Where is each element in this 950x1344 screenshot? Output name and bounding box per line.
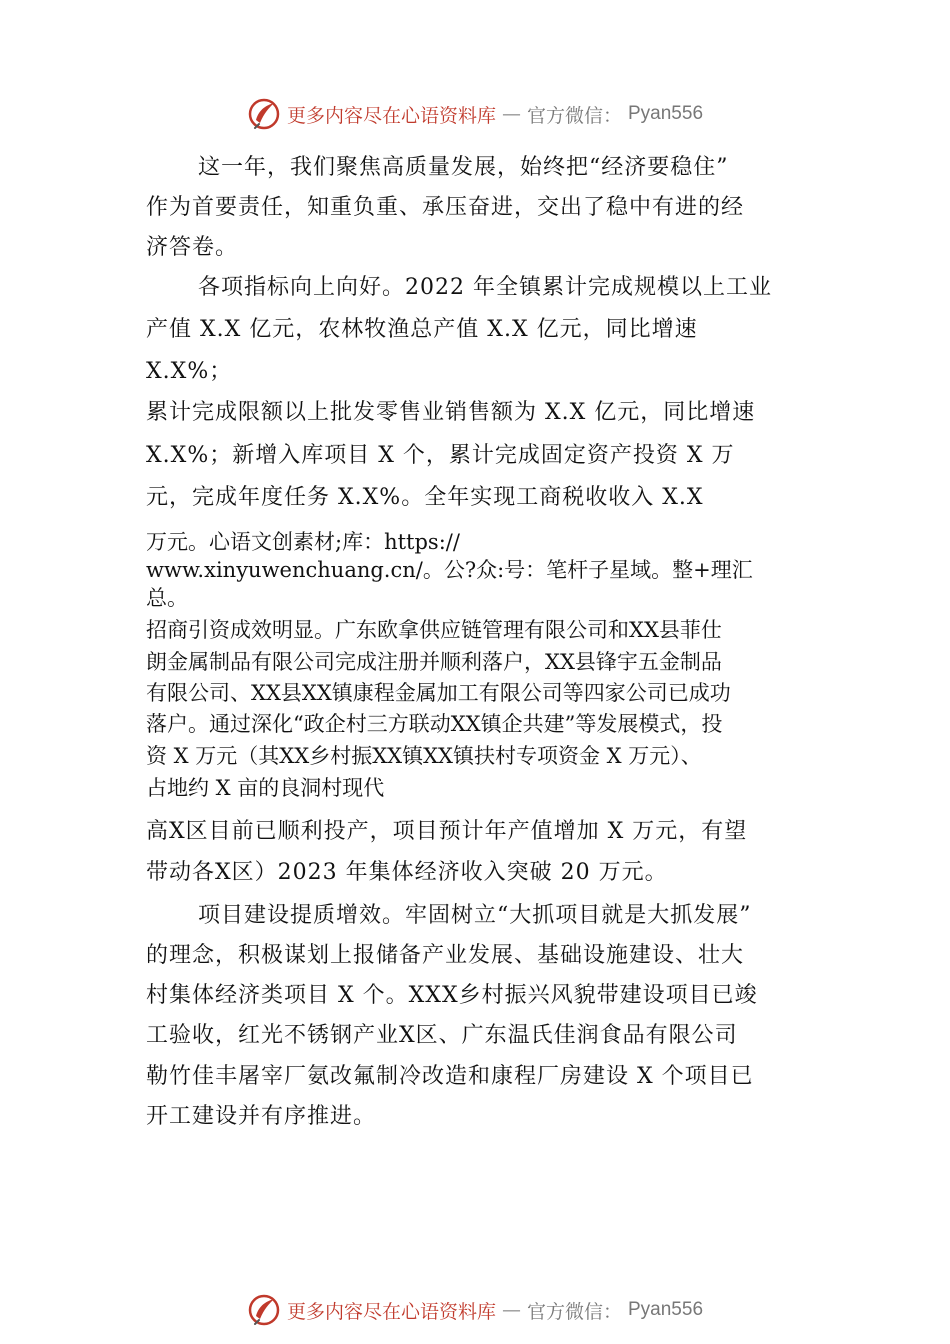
text-line: 高X区目前已顺利投产，项目预计年产值增加 X 万元，有望 [146,819,748,844]
text-line: 有限公司、XX县XX镇康程金属加工有限公司等四家公司已成功 [146,681,731,705]
header-banner [0,94,950,134]
text-line: 作为首要责任，知重负重、承压奋进，交出了稳中有进的经 [146,195,745,220]
banner-wechat-id: Pyan556 [628,1299,704,1320]
footer-banner [0,1290,950,1330]
text-line: 产值 X.X 亿元，农林牧渔总产值 X.X 亿元，同比增速 [146,317,698,342]
text-line: 累计完成限额以上批发零售业销售额为 X.X 亿元，同比增速 [146,400,756,425]
banner-main-text: 更多内容尽在心语资料库 [286,1300,496,1323]
brand-logo-icon [247,1293,281,1327]
text-line: 项目建设提质增效。牢固树立“大抓项目就是大抓发展” [198,903,752,928]
text-line: 万元。心语文创素材;库：https:// [146,530,460,554]
text-line: X.X%； [146,359,233,384]
text-line: 村集体经济类项目 X 个。XXX乡村振兴风貌带建设项目已竣 [146,983,758,1008]
text-line: 招商引资成效明显。广东欧拿供应链管理有限公司和XX县菲仕 [146,618,722,642]
banner-dash: — [501,1299,521,1321]
banner-dash: — [501,103,521,125]
text-line: 占地约 X 亩的良洞村现代 [146,776,385,800]
banner-wechat-id: Pyan556 [628,103,704,124]
text-line: www.xinyuwenchuang.cn/。公?众:号：笔杆子星域。整+理汇 [146,558,753,582]
text-line: 总。 [146,586,188,610]
brand-logo-icon [247,97,281,131]
banner-label: 官方微信： [526,104,622,127]
text-line: 济答卷。 [146,235,239,260]
text-line: 带动各X区）2023 年集体经济收入突破 20 万元。 [146,860,668,885]
text-line: 勒竹佳丰屠宰厂氨改氟制冷改造和康程厂房建设 X 个项目已 [146,1064,754,1089]
banner-label: 官方微信： [526,1300,622,1323]
text-line: 元，完成年度任务 X.X%。全年实现工商税收收入 X.X [146,485,704,510]
text-line: 资 X 万元（其XX乡村振XX镇XX镇扶村专项资金 X 万元）、 [146,744,702,768]
text-line: 朗金属制品有限公司完成注册并顺利落户，XX县锋宇五金制品 [146,650,722,674]
text-line: X.X%；新增入库项目 X 个，累计完成固定资产投资 X 万 [146,443,735,468]
text-line: 这一年，我们聚焦高质量发展，始终把“经济要稳住” [198,155,729,180]
text-line: 的理念，积极谋划上报储备产业发展、基础设施建设、壮大 [146,943,745,968]
text-line: 开工建设并有序推进。 [146,1104,377,1129]
text-line: 工验收，红光不锈钢产业X区、广东温氏佳润食品有限公司 [146,1023,738,1048]
banner-main-text: 更多内容尽在心语资料库 [286,104,496,127]
text-line: 各项指标向上向好。2022 年全镇累计完成规模以上工业 [198,275,772,300]
text-line: 落户。通过深化“政企村三方联动XX镇企共建”等发展模式，投 [146,712,723,736]
